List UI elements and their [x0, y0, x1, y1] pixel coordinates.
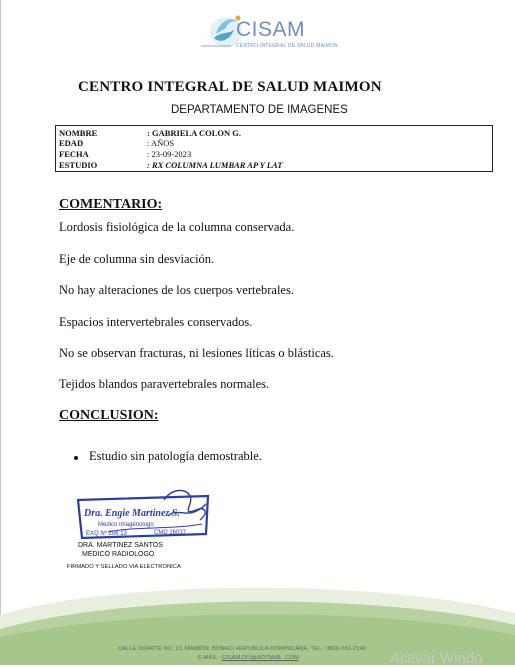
info-value: : RX COLUMNA LUMBAR AP Y LAT: [147, 160, 283, 170]
bullet-icon: [74, 456, 78, 460]
signer-role: MEDICO RADIOLOGO: [82, 551, 155, 558]
stamp-role: Medico Imagenologo: [98, 522, 154, 528]
conclusion-heading: CONCLUSION:: [59, 408, 159, 423]
email-link[interactable]: CISAM.DO@HOTMAIL .COM: [221, 655, 299, 661]
comentario-line: Lordosis fisiológica de la columna conservada.: [59, 220, 295, 234]
comentario-heading: COMENTARIO:: [59, 197, 163, 212]
info-row-edad: [59, 138, 174, 148]
info-label: NOMBRE: [59, 128, 98, 138]
comentario-line: Tejidos blandos paravertebrales normales.: [59, 377, 270, 391]
comentario-line: Espacios intervertebrales conservados.: [59, 315, 253, 329]
footer-email: [198, 655, 299, 661]
conclusion-item: Estudio sin patología demostrable.: [89, 449, 262, 463]
stamp-cmd: CMD 26037: [154, 530, 187, 536]
logo-subtitle: CENTRO INTEGRAL DE SALUD MAIMON: [236, 43, 338, 49]
info-label: ESTUDIO: [59, 160, 98, 170]
comentario-line: No hay alteraciones de los cuerpos vertebrales.: [59, 283, 294, 297]
footer-address: CALLE DUARTE NO. 13, MAIMÓN, BONAO, REPUBLICA DOMINICANA, TEL.: (809)-551-2196: [118, 646, 366, 652]
page-left-edge: [0, 0, 1, 665]
info-value: : 23-09-2023: [147, 149, 192, 159]
stamp-exq: EXQ Nº 206 13: [86, 531, 127, 537]
patient-info-box: [55, 125, 493, 172]
signer-name: DRA. MARTINEZ SANTOS: [78, 542, 163, 549]
info-row-fecha: [59, 149, 191, 159]
comentario-line: Eje de columna sin desviación.: [59, 252, 215, 266]
info-value: : AÑOS: [147, 138, 175, 148]
comentario-line: No se observan fracturas, ni lesiones líticas o blásticas.: [59, 346, 334, 360]
email-label: E-MAIL :: [198, 655, 222, 661]
stamp-name: Dra. Engie Martinez S.: [84, 508, 180, 519]
document-title: CENTRO INTEGRAL DE SALUD MAIMON: [78, 79, 382, 95]
signature-note: FIRMADO Y SELLADO VIA ELECTRONICA: [67, 564, 181, 570]
info-value: : GABRIELA COLON G.: [147, 128, 241, 138]
logo-wordmark: CISAM: [236, 18, 306, 41]
info-row-estudio: [59, 160, 282, 170]
info-label: FECHA: [59, 149, 89, 159]
info-row-nombre: [59, 128, 241, 138]
info-label: EDAD: [59, 138, 84, 148]
signature-stamp: [68, 486, 218, 546]
department-title: DEPARTAMENTO DE IMAGENES: [171, 104, 348, 116]
activation-watermark: Activar Windo: [390, 650, 483, 667]
